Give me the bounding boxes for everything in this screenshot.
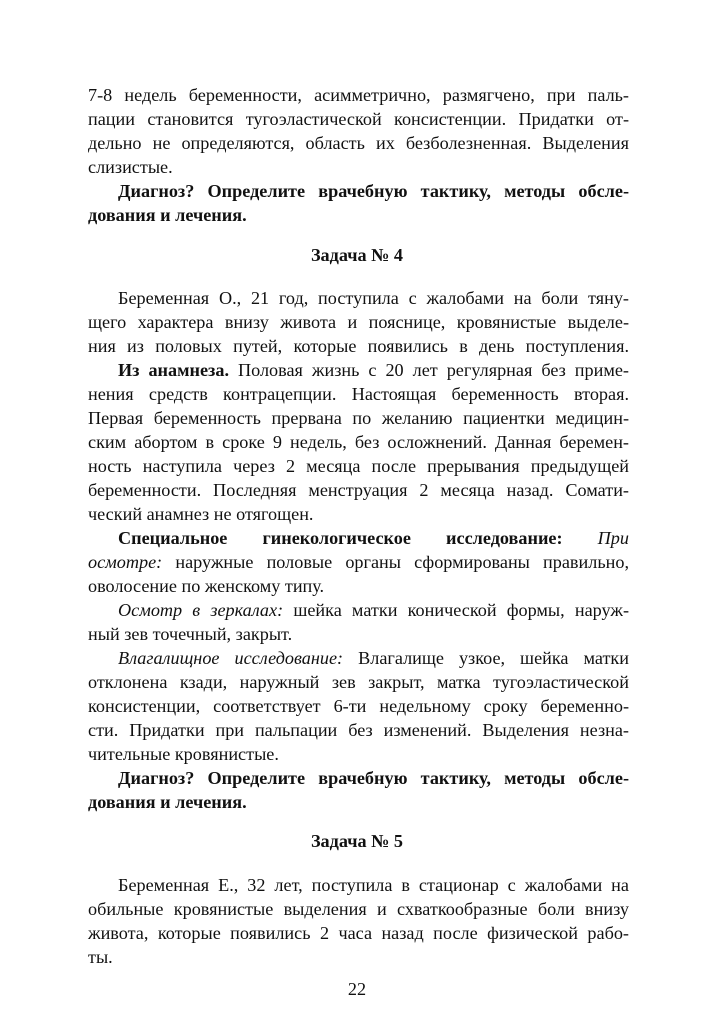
text-run: наружные половые органы сформированы правильно,: [162, 552, 629, 572]
italic-text: осмотре:: [88, 552, 163, 572]
text-line: [88, 719, 629, 742]
italic-text: При: [597, 528, 629, 548]
text-line: [88, 311, 629, 334]
text-run: беременности. Последняя менструация 2 месяца назад. Сомати-: [88, 480, 629, 500]
bold-text: Диагноз? Определите врачебную тактику, методы обсле-: [118, 181, 629, 201]
bold-text: Специальное гинекологическое исследование:: [118, 528, 563, 548]
text-line: [88, 132, 629, 155]
text-run: ским абортом в сроке 9 недель, без осложнений. Данная беремен-: [88, 432, 629, 452]
text-run: ный зев точечный, закрыт.: [88, 624, 293, 644]
text-line: [118, 527, 629, 550]
bold-text: Диагноз? Определите врачебную тактику, методы обсле-: [118, 768, 629, 788]
text-line: [88, 407, 629, 430]
text-line: [88, 623, 629, 646]
text-run: Первая беременность прервана по желанию пациентки медицин-: [88, 408, 629, 428]
text-line: [118, 874, 629, 897]
question-line: [88, 204, 629, 227]
text-line: [88, 575, 629, 598]
text-line: [88, 479, 629, 502]
text-run: чительные кровянистые.: [88, 744, 279, 764]
text-line: [88, 335, 629, 358]
question-line: [118, 180, 629, 203]
text-run: обильные кровянистые выделения и схваткообразные боли внизу: [88, 899, 629, 919]
text-line: [88, 946, 629, 969]
bold-text: дования и лечения.: [88, 792, 247, 812]
italic-text: Влагалищное исследование:: [118, 648, 344, 668]
text-run: слизистые.: [88, 157, 173, 177]
text-run: дельно не определяются, область их безболезненная. Выделения: [88, 133, 629, 153]
text-line: [118, 359, 629, 382]
text-line: [88, 156, 629, 179]
text-run: щего характера внизу живота и пояснице, кровянистые выделе-: [88, 312, 629, 332]
text-line: [88, 84, 629, 107]
bold-text: Из анамнеза.: [118, 360, 229, 380]
task-heading: [0, 244, 714, 267]
text-run: [563, 528, 598, 548]
text-line: [88, 383, 629, 406]
text-run: оволосение по женскому типу.: [88, 576, 325, 596]
text-run: ческий анамнез не отягощен.: [88, 504, 314, 524]
text-run: Влагалище узкое, шейка матки: [343, 648, 629, 668]
text-line: [88, 455, 629, 478]
text-run: нения средств контрацепции. Настоящая беременность вторая.: [88, 384, 629, 404]
italic-text: Осмотр в зеркалах:: [118, 600, 284, 620]
text-run: ния из половых путей, которые появились в день поступления.: [88, 336, 629, 356]
text-run: Задача № 4: [310, 245, 404, 265]
text-run: ты.: [88, 947, 113, 967]
text-run: Беременная О., 21 год, поступила с жалобами на боли тяну-: [118, 288, 629, 308]
task-heading: [0, 830, 714, 853]
text-run: пации становится тугоэластической консистенции. Придатки от-: [88, 109, 629, 129]
text-line: [88, 551, 629, 574]
text-run: Задача № 5: [310, 831, 404, 851]
text-line: [118, 599, 629, 622]
text-line: [88, 695, 629, 718]
text-run: Половая жизнь с 20 лет регулярная без приме-: [229, 360, 629, 380]
page-number: 22: [347, 979, 367, 999]
bold-text: дования и лечения.: [88, 205, 247, 225]
text-run: шейка матки конической формы, наруж-: [283, 600, 629, 620]
text-line: [88, 503, 629, 526]
text-run: ность наступила через 2 месяца после прерывания предыдущей: [88, 456, 629, 476]
text-run: консистенции, соответствует 6-ти недельному сроку беременно-: [88, 696, 629, 716]
text-line: [88, 671, 629, 694]
text-run: Беременная Е., 32 лет, поступила в стационар с жалобами на: [118, 875, 629, 895]
text-line: [88, 922, 629, 945]
question-line: [118, 767, 629, 790]
text-line: [88, 743, 629, 766]
text-run: сти. Придатки при пальпации без изменений. Выделения незна-: [88, 720, 629, 740]
text-run: живота, которые появились 2 часа назад после физической рабо-: [88, 923, 629, 943]
text-line: [88, 108, 629, 131]
text-line: [118, 287, 629, 310]
text-line: [88, 431, 629, 454]
question-line: [88, 791, 629, 814]
text-line: [118, 647, 629, 670]
text-run: 7-8 недель беременности, асимметрично, размягчено, при паль-: [88, 85, 629, 105]
text-line: [88, 898, 629, 921]
text-run: отклонена кзади, наружный зев закрыт, матка тугоэластической: [88, 672, 629, 692]
